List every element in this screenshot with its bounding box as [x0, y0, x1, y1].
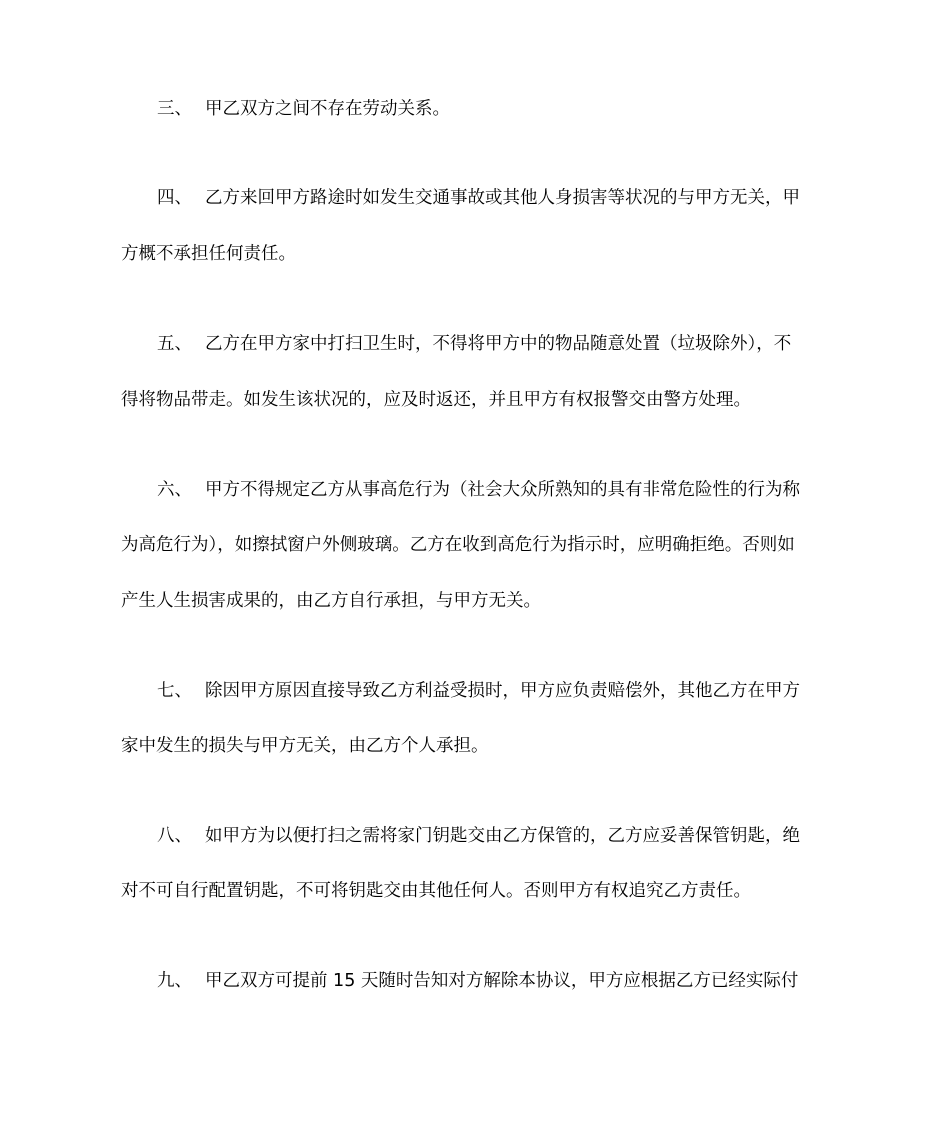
clause-8-line-1: [157, 825, 833, 847]
clause-3-line-1: [157, 98, 833, 120]
clause-7-number: 七、: [157, 681, 192, 701]
clause-4-text-2: 方概不承担任何责任。: [121, 244, 296, 264]
clause-8-number: 八、: [157, 826, 192, 846]
clause-6-line-1: [157, 479, 833, 501]
clause-4-number: 四、: [157, 188, 192, 208]
clause-6-text-1: 甲方不得规定乙方从事高危行为（社会大众所熟知的具有非常危险性的行为称: [205, 480, 800, 500]
clause-3-text: 甲乙双方之间不存在劳动关系。: [205, 99, 450, 119]
clause-9-text-1: 甲乙双方可提前 15 天随时告知对方解除本协议，甲方应根据乙方已经实际付: [205, 971, 799, 991]
clause-8-text-2: 对不可自行配置钥匙，不可将钥匙交由其他任何人。否则甲方有权追究乙方责任。: [121, 881, 751, 901]
clause-5-text-2: 得将物品带走。如发生该状况的，应及时返还，并且甲方有权报警交由警方处理。: [121, 390, 751, 410]
clause-5-line-1: [157, 333, 833, 355]
clause-9-number: 九、: [157, 971, 192, 991]
clause-7-text-1: 除因甲方原因直接导致乙方利益受损时，甲方应负责赔偿外，其他乙方在甲方: [205, 681, 800, 701]
clause-6-text-2: 为高危行为），如擦拭窗户外侧玻璃。乙方在收到高危行为指示时，应明确拒绝。否则如: [121, 535, 795, 555]
clause-7-text-2: 家中发生的损失与甲方无关，由乙方个人承担。: [121, 736, 489, 756]
clause-9-line-1: [157, 970, 833, 992]
clause-6-text-3: 产生人生损害成果的，由乙方自行承担，与甲方无关。: [121, 591, 541, 611]
clause-8-text-1: 如甲方为以便打扫之需将家门钥匙交由乙方保管的，乙方应妥善保管钥匙，绝: [205, 826, 800, 846]
clause-5-number: 五、: [157, 334, 192, 354]
clause-7-line-1: [157, 680, 833, 702]
clause-4-line-1: [157, 187, 833, 209]
clause-3-number: 三、: [157, 99, 192, 119]
clause-4-text-1: 乙方来回甲方路途时如发生交通事故或其他人身损害等状况的与甲方无关，甲: [205, 188, 800, 208]
clause-5-text-1: 乙方在甲方家中打扫卫生时，不得将甲方中的物品随意处置（垃圾除外），不: [205, 334, 792, 354]
clause-6-number: 六、: [157, 480, 192, 500]
